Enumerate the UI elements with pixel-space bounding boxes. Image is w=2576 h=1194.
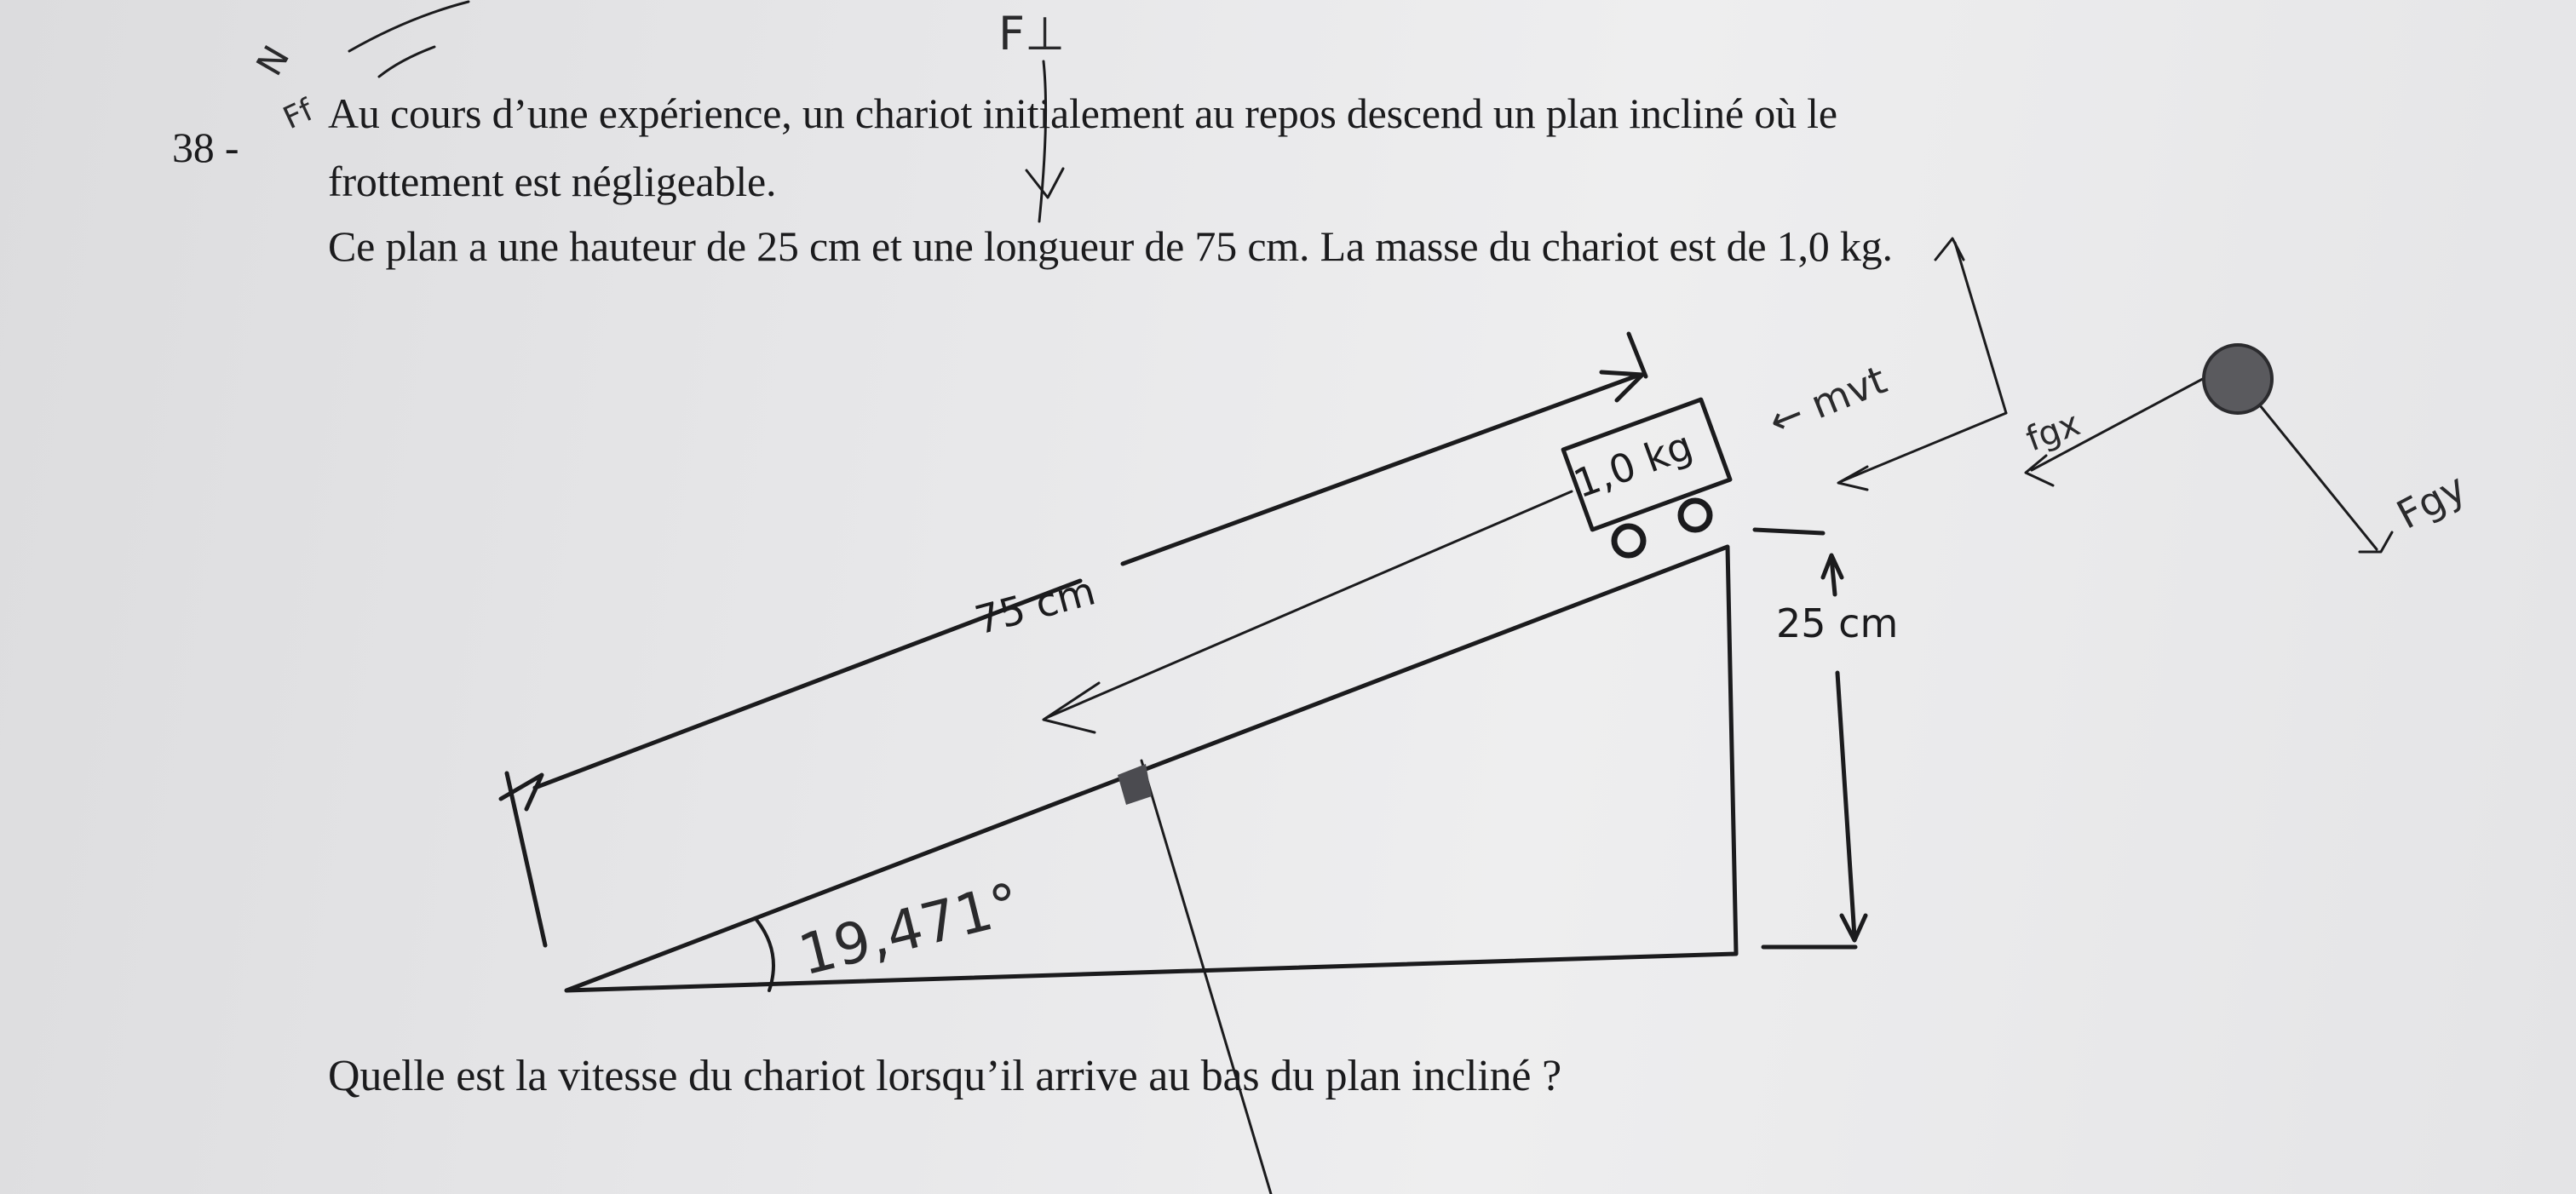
length-extension-left bbox=[507, 773, 545, 945]
question-text: Quelle est la vitesse du chariot lorsqu’il arrive au bas du plan incliné ? bbox=[328, 1052, 1561, 1100]
force-arrow-1-head-icon bbox=[1838, 467, 1867, 490]
force-arrow-up bbox=[1955, 243, 2006, 413]
problem-text-line-3: Ce plan a une hauteur de 25 cm et une longueur de 75 cm. La masse du chariot est de 1,0 kg. bbox=[328, 222, 1893, 270]
fgy-arrow-line bbox=[2249, 392, 2377, 549]
cart-wheel-left-icon bbox=[1614, 526, 1643, 555]
angle-annotation: 19,471° bbox=[792, 870, 1026, 989]
problem-text-line-2: frottement est négligeable. bbox=[328, 158, 777, 205]
problem-number: 38 - bbox=[172, 123, 239, 171]
length-dimension-line-right bbox=[1123, 375, 1640, 564]
length-label: 75 cm bbox=[969, 567, 1101, 644]
length-extension-right bbox=[1629, 334, 1646, 376]
fgx-annotation: fgx bbox=[2021, 404, 2085, 460]
perpendicular-force-annotation: F⊥ bbox=[998, 7, 1066, 60]
force-point-icon bbox=[2204, 345, 2272, 413]
mass-label: 1,0 kg bbox=[1567, 422, 1699, 508]
normal-shading bbox=[1118, 764, 1152, 805]
normal-line bbox=[1141, 761, 1271, 1194]
cart-wheel-right-icon bbox=[1681, 501, 1710, 530]
sketch-arrow-line-2 bbox=[379, 47, 434, 77]
vertical-pen-arrow-icon bbox=[1026, 169, 1063, 198]
angle-arc bbox=[756, 920, 773, 990]
height-extension-top bbox=[1755, 530, 1823, 533]
sketch-arrow-line bbox=[349, 2, 469, 51]
problem-text-line-1: Au cours d’une expérience, un chariot initialement au repos descend un plan incliné où le bbox=[328, 89, 1837, 137]
motion-arrow-line bbox=[1046, 491, 1572, 718]
height-dimension-line-bottom bbox=[1837, 673, 1854, 937]
vertical-pen-line bbox=[1039, 61, 1046, 221]
friction-annotation: Ff bbox=[278, 92, 319, 137]
normal-force-annotation: N bbox=[248, 38, 298, 83]
incline-triangle bbox=[566, 547, 1736, 990]
height-label: 25 cm bbox=[1776, 600, 1899, 646]
fgy-annotation: Fgy bbox=[2389, 464, 2474, 538]
motion-annotation: ← mvt bbox=[1762, 356, 1893, 445]
force-arrow-1 bbox=[1842, 413, 2006, 481]
